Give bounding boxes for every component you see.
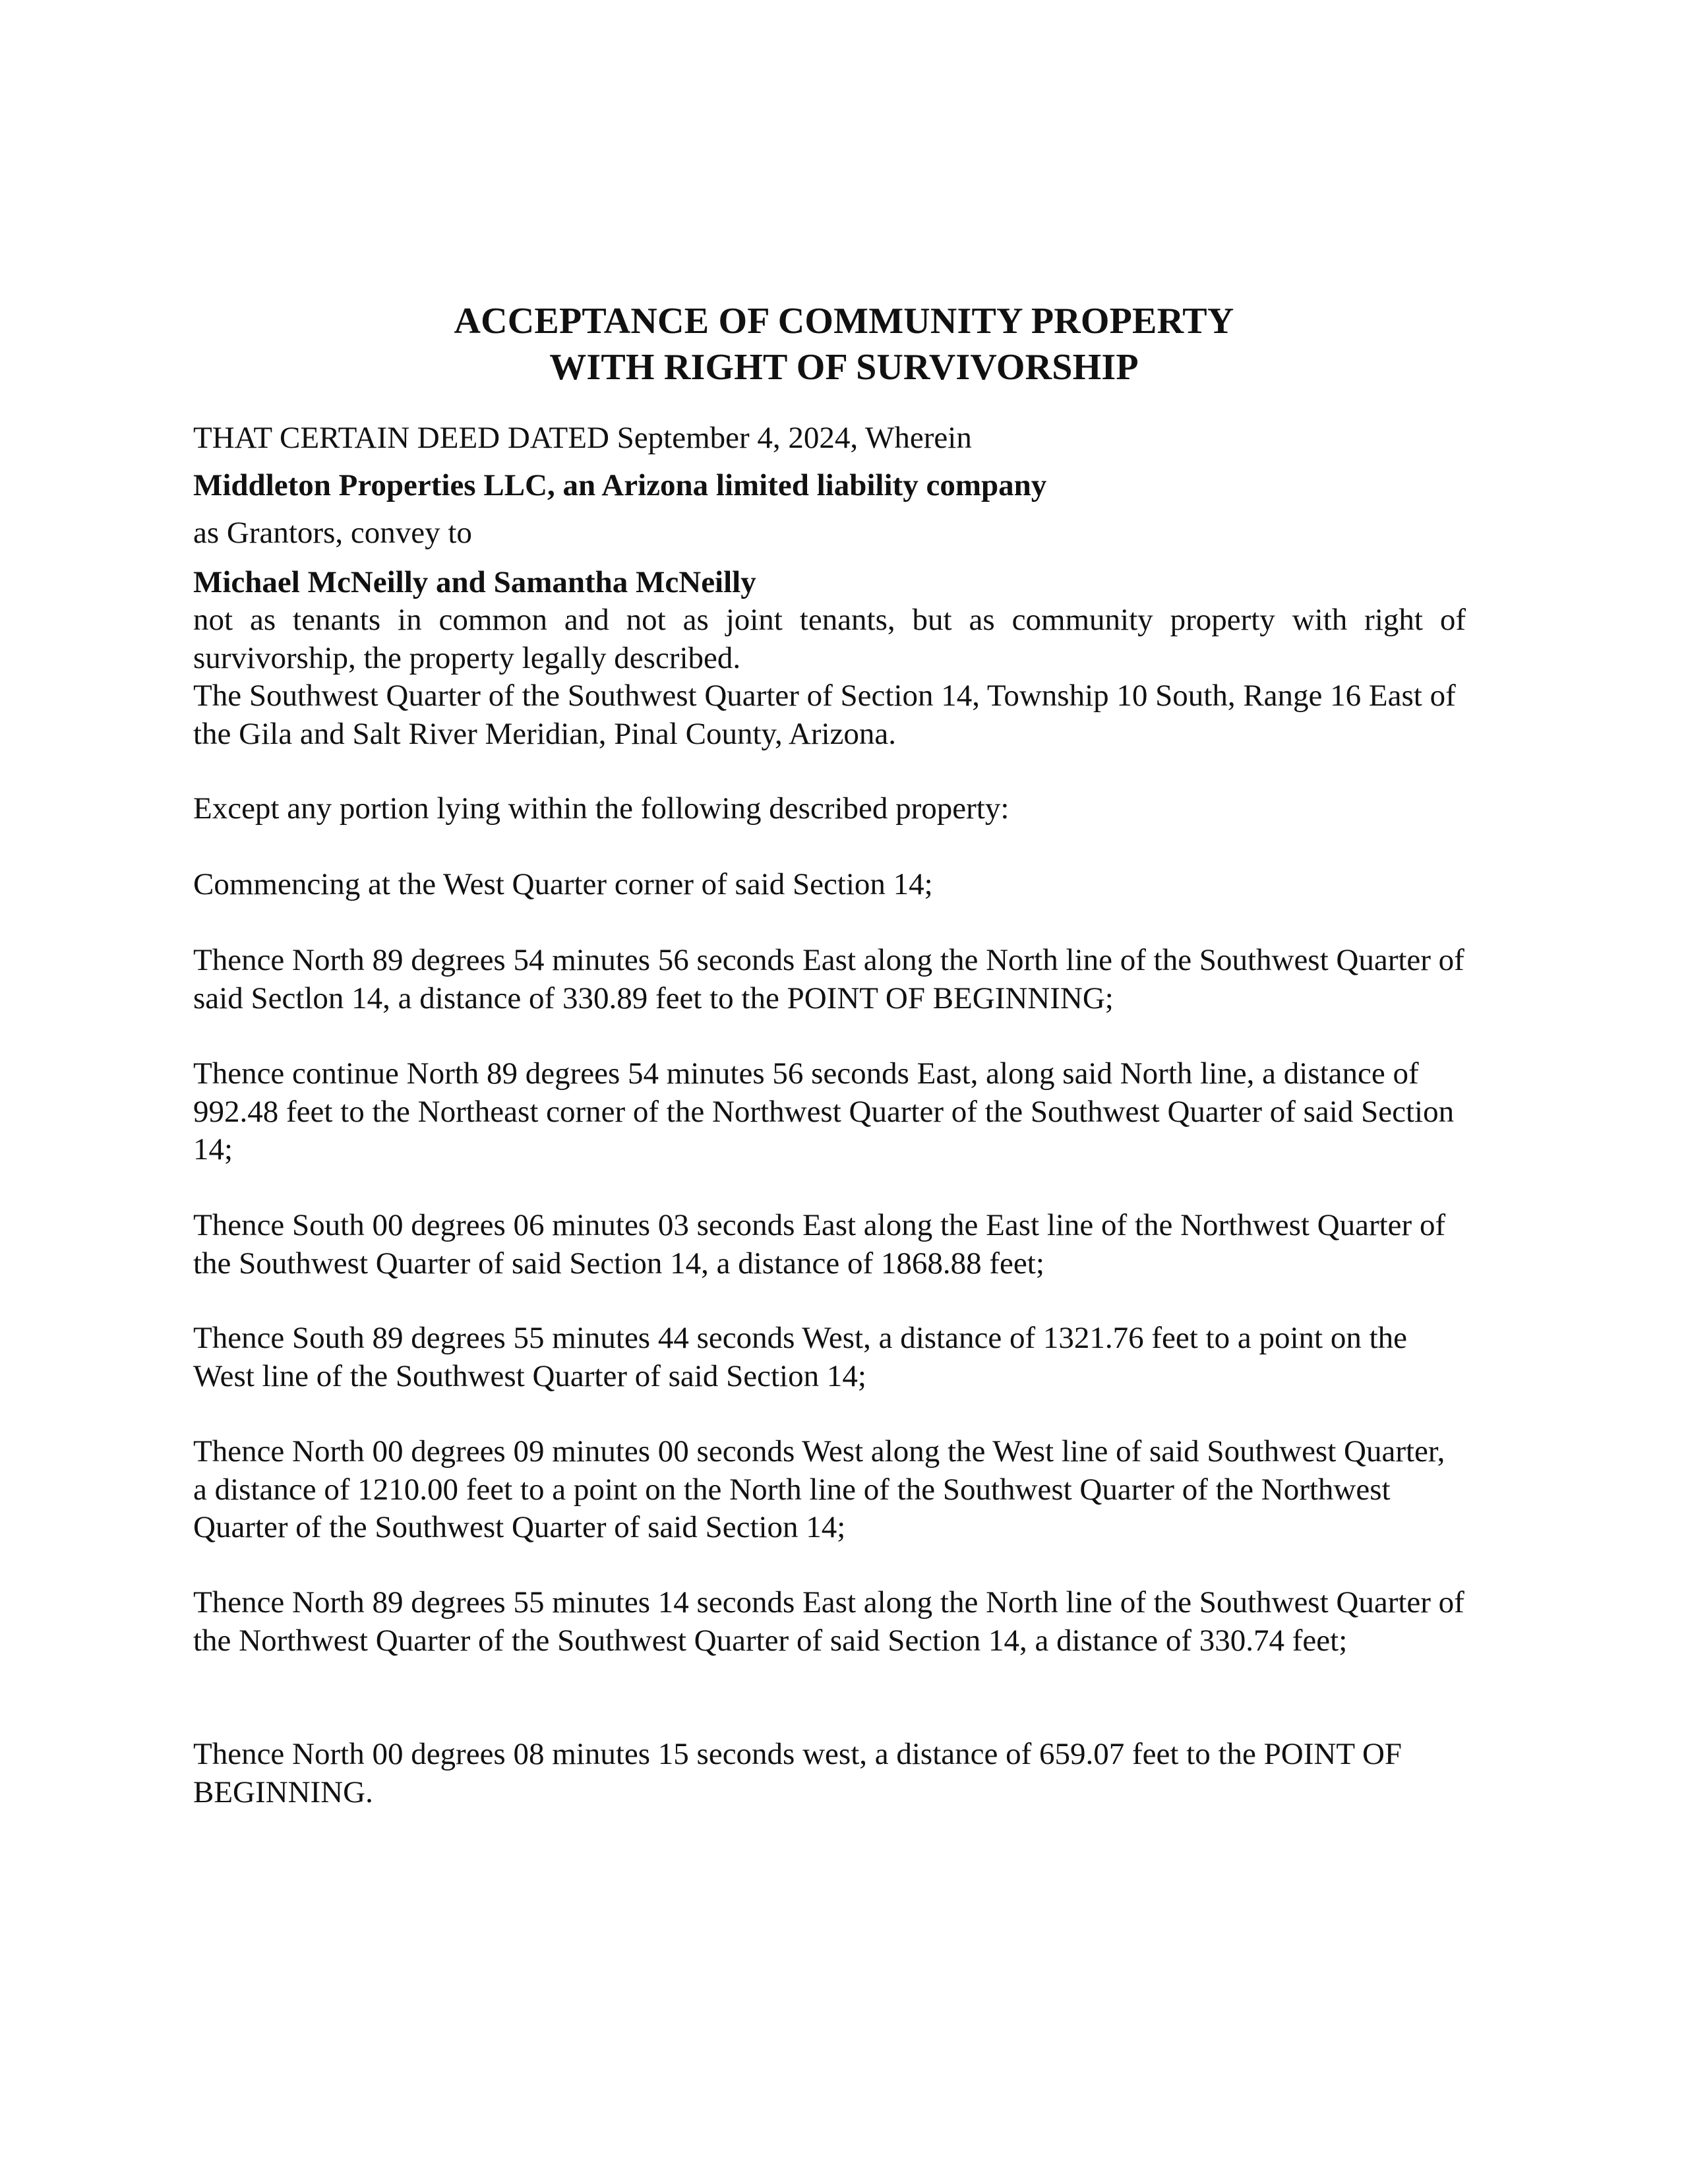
course-4: Thence South 89 degrees 55 minutes 44 seconds West, a distance of 1321.76 feet to a point on the West line of the Southwest Quarter of said Section 14; [193,1321,1407,1393]
course-7: Thence North 00 degrees 08 minutes 15 seconds west, a distance of 659.07 feet to the POINT OF BEGINNING. [193,1737,1402,1809]
commencing-clause: Commencing at the West Quarter corner of said Section 14; [193,867,933,901]
grantor-name: Middleton Properties LLC, an Arizona limited liability company [193,468,1047,502]
course-6: Thence North 89 degrees 55 minutes 14 seconds East along the North line of the Southwest Quarter of the Northwest Quarter of the Southwest Quarter of said Section 14, a distance of 330.74 feet; [193,1585,1464,1658]
document-title-line-2: WITH RIGHT OF SURVIVORSHIP [549,347,1139,388]
grantee-names: Michael McNeilly and Samantha McNeilly [193,565,756,599]
tenancy-clause: not as tenants in common and not as joint tenants, but as community property with right of survivorship, the property legally described. [193,603,1466,675]
course-2: Thence continue North 89 degrees 54 minutes 56 seconds East, along said North line, a distance of 992.48 feet to the Northeast corner of the Northwest Quarter of the Southwest Quarter of said Section 14; [193,1056,1455,1167]
exception-intro: Except any portion lying within the following described property: [193,791,1010,826]
course-5: Thence North 00 degrees 09 minutes 00 seconds West along the West line of said Southwest Quarter, a distance of 1210.00 feet to a point on the North line of the Southwest Quarter of the Northwest Quarter of the Southwest Quarter of said Section 14; [193,1434,1445,1544]
course-3: Thence South 00 degrees 06 minutes 03 seconds East along the East line of the Northwest Quarter of the Southwest Quarter of said Section 14, a distance of 1868.88 feet; [193,1208,1446,1281]
document-title-line-1: ACCEPTANCE OF COMMUNITY PROPERTY [454,301,1234,342]
legal-description: The Southwest Quarter of the Southwest Quarter of Section 14, Township 10 South, Range 16 East of the Gila and Salt River Meridian, Pinal County, Arizona. [193,679,1456,751]
course-1: Thence North 89 degrees 54 minutes 56 seconds East along the North line of the Southwest Quarter of said Sectlon 14, a distance of 330.89 feet to the POINT OF BEGINNING; [193,943,1464,1016]
deed-line: THAT CERTAIN DEED DATED September 4, 2024, Wherein [193,421,972,455]
grantor-role: as Grantors, convey to [193,516,472,550]
